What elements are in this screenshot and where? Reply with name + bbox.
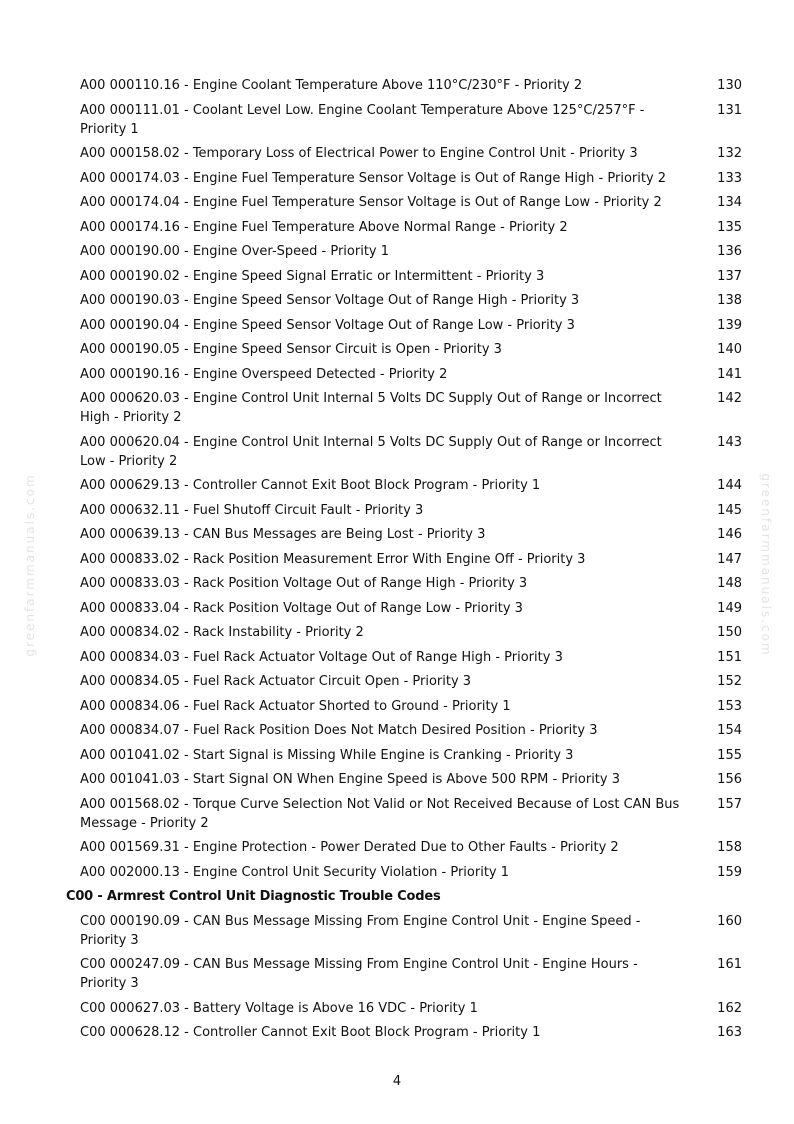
toc-entry-title: A00 001569.31 - Engine Protection - Power Derated Due to Other Faults - Priority 2 (80, 840, 619, 855)
toc-entry-title: A00 000620.04 - Engine Control Unit Internal 5 Volts DC Supply Out of Range or Incorrect Low - Priority 2 (80, 434, 662, 469)
toc-entry[interactable] (0, 169, 794, 188)
toc-entry-page: 145 (717, 502, 742, 518)
toc-entry-title: A00 000834.07 - Fuel Rack Position Does Not Match Desired Position - Priority 3 (80, 723, 598, 738)
toc-entry-title: A00 000833.02 - Rack Position Measurement Error With Engine Off - Priority 3 (80, 551, 586, 567)
toc-entry[interactable] (0, 838, 794, 857)
toc-entry[interactable] (0, 291, 794, 310)
toc-entry-title: A00 000110.16 - Engine Coolant Temperature Above 110°C/230°F - Priority 2 (80, 78, 583, 93)
toc-entry-page: 154 (717, 723, 742, 738)
toc-entry[interactable] (0, 316, 794, 335)
toc-entry-title: A00 000620.03 - Engine Control Unit Internal 5 Volts DC Supply Out of Range or Incorrect High - Priority 2 (80, 391, 662, 425)
toc-entry-page: 136 (717, 244, 742, 259)
toc-entry[interactable] (0, 863, 794, 882)
toc-entry-page: 150 (717, 625, 742, 640)
toc-entry-page: 148 (717, 576, 742, 591)
toc-entry[interactable] (0, 193, 794, 212)
toc-entry-page: 130 (717, 78, 742, 93)
toc-entry-title: A00 000190.16 - Engine Overspeed Detected - Priority 2 (80, 366, 448, 382)
toc-entry-page: 131 (717, 102, 742, 118)
toc-entry[interactable] (0, 144, 794, 163)
toc-entry-page: 143 (717, 434, 742, 450)
toc-entry[interactable] (0, 501, 794, 520)
toc-entry[interactable] (0, 550, 794, 569)
toc-entry-page: 135 (717, 219, 742, 235)
toc-entry[interactable] (0, 1023, 794, 1042)
section-heading: C00 - Armrest Control Unit Diagnostic Trouble Codes (66, 889, 441, 904)
toc-entry[interactable] (0, 623, 794, 642)
toc-entry-title: A00 000629.13 - Controller Cannot Exit Boot Block Program - Priority 1 (80, 478, 541, 493)
toc-entry-page: 141 (717, 366, 742, 382)
toc-entry-page: 142 (717, 391, 742, 406)
toc-entry-title: A00 000190.03 - Engine Speed Sensor Voltage Out of Range High - Priority 3 (80, 293, 580, 308)
toc-entry-title: C00 000247.09 - CAN Bus Message Missing From Engine Control Unit - Engine Hours - Priority 3 (80, 957, 638, 991)
toc-entry-page: 149 (717, 600, 742, 616)
toc-entry-title: A00 000158.02 - Temporary Loss of Electrical Power to Engine Control Unit - Priority 3 (80, 146, 638, 161)
toc-entry-page: 138 (717, 293, 742, 308)
toc-entry-page: 156 (717, 772, 742, 787)
toc-entry-title: A00 000190.04 - Engine Speed Sensor Voltage Out of Range Low - Priority 3 (80, 317, 575, 333)
toc-entry-title: A00 000834.03 - Fuel Rack Actuator Voltage Out of Range High - Priority 3 (80, 649, 563, 665)
table-of-contents (0, 76, 794, 1048)
toc-entry-title: A00 000190.00 - Engine Over-Speed - Priority 1 (80, 244, 390, 259)
toc-entry[interactable] (0, 365, 794, 384)
toc-entry[interactable] (0, 795, 794, 833)
toc-entry-page: 155 (717, 747, 742, 763)
toc-entry-page: 144 (717, 478, 742, 493)
toc-entry[interactable] (0, 476, 794, 495)
toc-entry-page: 163 (717, 1025, 742, 1040)
toc-entry[interactable] (0, 697, 794, 716)
toc-entry[interactable] (0, 955, 794, 993)
toc-entry[interactable] (0, 101, 794, 139)
toc-entry-title: C00 000628.12 - Controller Cannot Exit Boot Block Program - Priority 1 (80, 1025, 541, 1040)
toc-entry-page: 146 (717, 527, 742, 542)
toc-entry-title: A00 000833.04 - Rack Position Voltage Out of Range Low - Priority 3 (80, 600, 523, 616)
toc-entry-title: A00 001041.03 - Start Signal ON When Engine Speed is Above 500 RPM - Priority 3 (80, 772, 621, 787)
toc-entry[interactable] (0, 999, 794, 1018)
toc-entry-title: A00 000190.02 - Engine Speed Signal Erratic or Intermittent - Priority 3 (80, 268, 545, 284)
toc-entry-page: 134 (717, 195, 742, 210)
toc-entry-title: A00 000174.04 - Engine Fuel Temperature Sensor Voltage is Out of Range Low - Priority 2 (80, 195, 662, 210)
toc-entry[interactable] (0, 389, 794, 427)
toc-entry-title: A00 000190.05 - Engine Speed Sensor Circuit is Open - Priority 3 (80, 342, 502, 357)
toc-entry-page: 152 (717, 674, 742, 689)
toc-entry[interactable] (0, 599, 794, 618)
toc-entry-page: 158 (717, 840, 742, 855)
toc-entry[interactable] (0, 242, 794, 261)
toc-entry[interactable] (0, 433, 794, 471)
toc-entry-page: 147 (717, 551, 742, 567)
toc-entry-page: 140 (717, 342, 742, 357)
toc-entry[interactable] (0, 672, 794, 691)
toc-entry[interactable] (0, 76, 794, 95)
toc-entry-page: 153 (717, 698, 742, 714)
toc-entry[interactable] (0, 770, 794, 789)
toc-entry[interactable] (0, 525, 794, 544)
toc-entry-page: 133 (717, 170, 742, 186)
toc-entry-title: A00 000111.01 - Coolant Level Low. Engine Coolant Temperature Above 125°C/257°F - Priority 1 (80, 102, 645, 137)
toc-entry-title: A00 001041.02 - Start Signal is Missing While Engine is Cranking - Priority 3 (80, 747, 574, 763)
toc-entry[interactable] (0, 648, 794, 667)
toc-entry-title: C00 000190.09 - CAN Bus Message Missing From Engine Control Unit - Engine Speed - Priority 3 (80, 913, 641, 948)
toc-entry[interactable] (0, 574, 794, 593)
toc-entry-title: A00 000834.05 - Fuel Rack Actuator Circuit Open - Priority 3 (80, 674, 472, 689)
toc-entry-title: A00 002000.13 - Engine Control Unit Security Violation - Priority 1 (80, 864, 510, 880)
toc-entry[interactable] (0, 340, 794, 359)
toc-entry-page: 162 (717, 1000, 742, 1016)
toc-entry-page: 139 (717, 317, 742, 333)
toc-entry-title: A00 000834.06 - Fuel Rack Actuator Shorted to Ground - Priority 1 (80, 698, 511, 714)
toc-entry-title: A00 000174.16 - Engine Fuel Temperature Above Normal Range - Priority 2 (80, 219, 568, 235)
toc-entry[interactable] (0, 746, 794, 765)
page-number: 4 (392, 1074, 402, 1089)
toc-entry-page: 161 (717, 957, 742, 972)
toc-entry-page: 160 (717, 913, 742, 929)
toc-entry-title: A00 001568.02 - Torque Curve Selection Not Valid or Not Received Because of Lost CAN Bus Message - Priority 2 (80, 796, 680, 831)
toc-entry[interactable] (0, 267, 794, 286)
toc-entry-title: A00 000639.13 - CAN Bus Messages are Being Lost - Priority 3 (80, 527, 486, 542)
toc-entry-title: C00 000627.03 - Battery Voltage is Above 16 VDC - Priority 1 (80, 1000, 478, 1016)
toc-entry-title: A00 000174.03 - Engine Fuel Temperature Sensor Voltage is Out of Range High - Priority 2 (80, 170, 667, 186)
toc-entry-title: A00 000834.02 - Rack Instability - Priority 2 (80, 625, 364, 640)
toc-entry-title: A00 000632.11 - Fuel Shutoff Circuit Fault - Priority 3 (80, 502, 424, 518)
toc-entry[interactable] (0, 912, 794, 950)
toc-entry-page: 132 (717, 146, 742, 161)
toc-entry-page: 157 (717, 796, 742, 812)
toc-entry-title: A00 000833.03 - Rack Position Voltage Out of Range High - Priority 3 (80, 576, 528, 591)
toc-entry-page: 151 (717, 649, 742, 665)
toc-entry[interactable] (0, 721, 794, 740)
toc-entry-page: 137 (717, 268, 742, 284)
toc-entry-page: 159 (717, 864, 742, 880)
toc-entry[interactable] (0, 218, 794, 237)
watermark-left: greenfarmmanuals.com (23, 473, 37, 657)
watermark-right: greenfarmmanuals.com (759, 473, 773, 657)
